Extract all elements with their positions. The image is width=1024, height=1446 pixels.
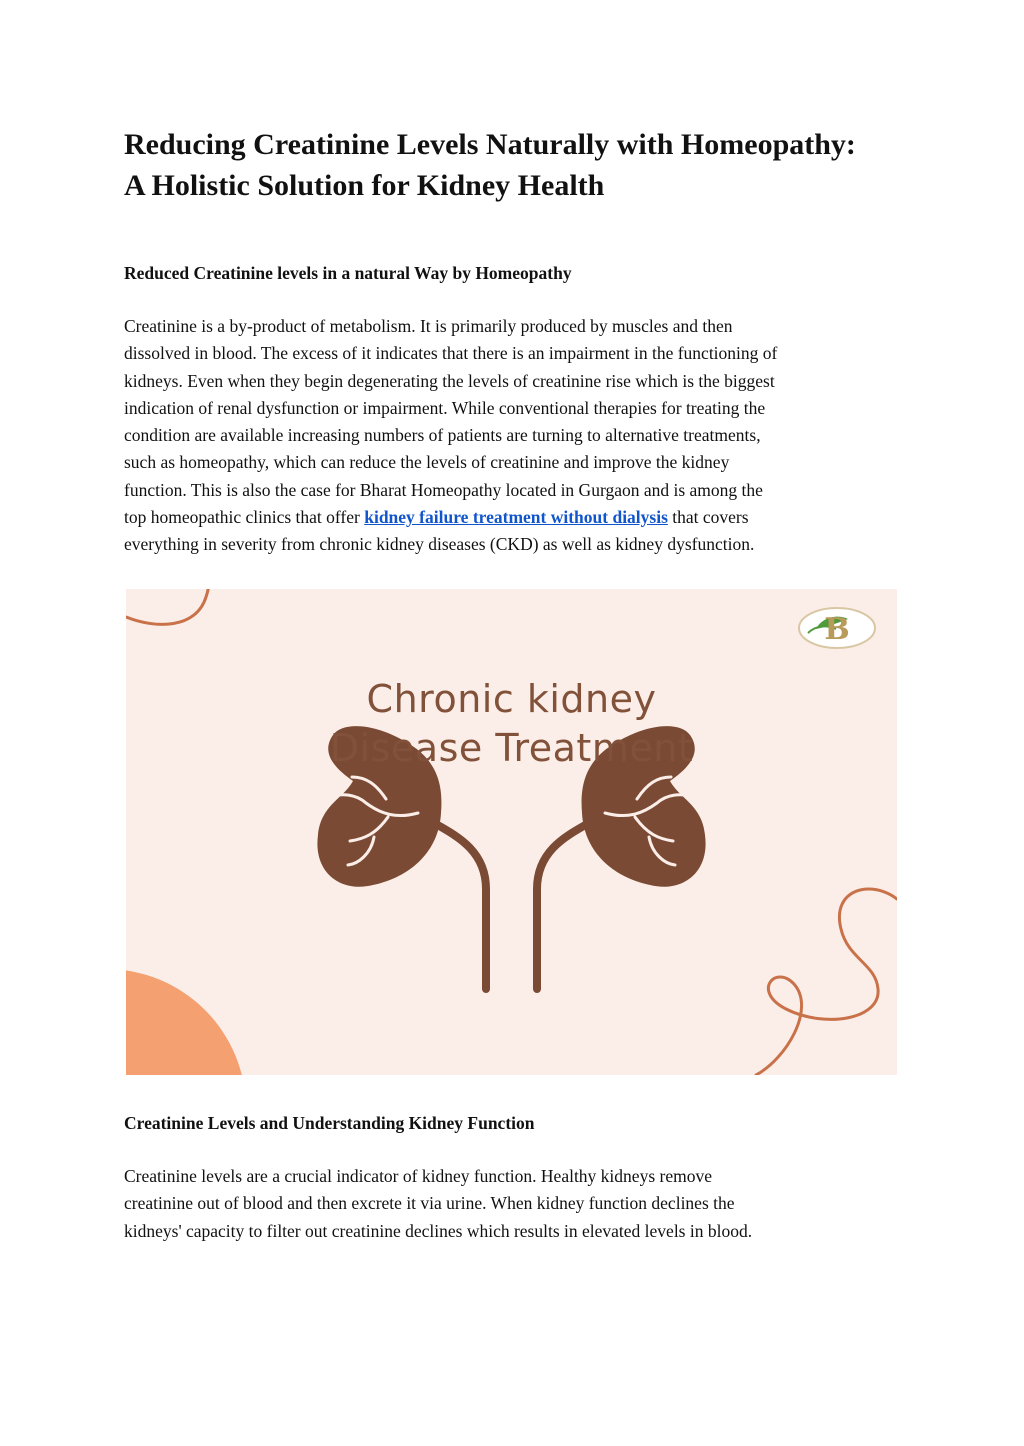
article-title [124,124,924,206]
paragraph-line: creatinine out of blood and then excrete it via urine. When kidney function declines the [124,1193,735,1214]
paragraph-line: Creatinine is a by-product of metabolism. It is primarily produced by muscles and then [124,316,733,336]
ckd-treatment-banner [126,589,897,1075]
paragraph-line: Creatinine levels are a crucial indicator of kidney function. Healthy kidneys remove [124,1166,712,1186]
link-suffix-text: that covers [667,507,749,528]
link-prefix-text: top homeopathic clinics that offer [124,507,365,528]
paragraph-line: kidneys' capacity to filter out creatinine declines which results in elevated levels in blood. [124,1220,753,1241]
paragraph-line: kidneys. Even when they begin degenerating the levels of creatinine rise which is the biggest [124,370,775,391]
intro-paragraph [124,313,914,559]
paragraph-line: everything in severity from chronic kidney diseases (CKD) as well as kidney dysfunction. [124,534,755,555]
kidney-failure-treatment-link[interactable]: kidney failure treatment without dialysis [364,507,668,528]
paragraph-line: condition are available increasing numbers of patients are turning to alternative treatments, [124,425,761,446]
section-heading-natural-way: Reduced Creatinine levels in a natural Way by Homeopathy [124,263,572,283]
banner-artwork [126,589,897,1075]
banner-title-line-1: Chronic kidney [366,677,657,721]
paragraph-line: indication of renal dysfunction or impairment. While conventional therapies for treating the [124,397,766,418]
top-squiggle-decoration [126,589,209,624]
paragraph-line-with-link [124,504,914,531]
article-title-line-1: Reducing Creatinine Levels Naturally with Homeopathy: [124,128,856,161]
paragraph-line: dissolved in blood. The excess of it indicates that there is an impairment in the functioning of [124,343,778,364]
article-title-line-2: A Holistic Solution for Kidney Health [124,169,605,202]
paragraph-line: function. This is also the case for Bharat Homeopathy located in Gurgaon and is among the [124,479,763,500]
section-heading-kidney-function: Creatinine Levels and Understanding Kidney Function [124,1113,535,1133]
bottom-squiggle-decoration [756,889,897,1075]
paragraph-line: such as homeopathy, which can reduce the levels of creatinine and improve the kidney [124,452,730,473]
logo-letter: B [824,612,850,647]
kidney-function-paragraph [124,1163,914,1245]
bharat-homeopathy-logo [799,608,875,648]
banner-title-line-2: Disease Treatment [329,726,694,770]
accent-circle-decoration [126,969,246,1075]
